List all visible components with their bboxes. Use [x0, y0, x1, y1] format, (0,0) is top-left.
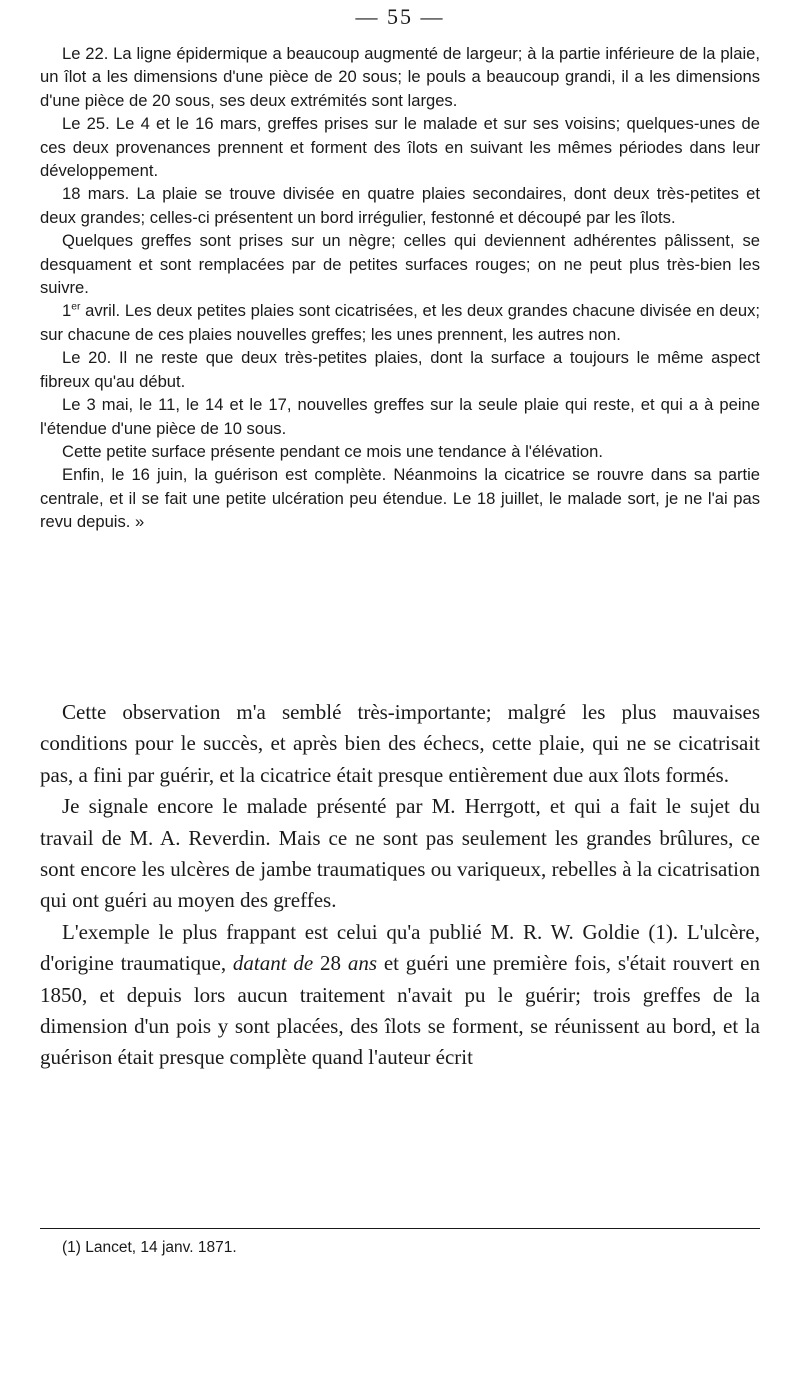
paragraph: Le 3 mai, le 11, le 14 et le 17, nouvelles greffes sur la seule plaie qui reste, et qui a à peine l'étendue d'une pièce de 10 sous. [40, 395, 760, 438]
observation-text [40, 42, 760, 534]
footnote: (1) Lancet, 14 janv. 1871. [62, 1239, 237, 1256]
paragraph: L'exemple le plus frappant est celui qu'a publié M. R. W. Goldie (1). L'ulcère, d'origine traumatique, datant de 28 ans et guéri une première fois, s'était rouvert en 1850, et depuis lors aucun traitement n'avait pu le guérir; trois greffes de la dimension d'un pois y sont placées, des îlots se forment, se réunissent au bord, et la guérison était presque complète quand l'auteur écrit [40, 919, 760, 1070]
footnote-divider [40, 1228, 760, 1229]
paragraph: Cette petite surface présente pendant ce mois une tendance à l'élévation. [62, 441, 603, 461]
paragraph: Le 25. Le 4 et le 16 mars, greffes prises sur le malade et sur ses voisins; quelques-unes de ces deux provenances prennent et forment des îlots en suivant les mêmes périodes dans leur développement. [40, 114, 760, 181]
paragraph: 18 mars. La plaie se trouve divisée en quatre plaies secondaires, dont deux très-petites et deux grandes; celles-ci présentent un bord irrégulier, festonné et découpé par les îlots. [40, 184, 760, 227]
commentary-text [40, 697, 760, 1074]
paragraph: Le 20. Il ne reste que deux très-petites plaies, dont la surface a toujours le même aspect fibreux qu'au début. [40, 348, 760, 391]
paragraph: Cette observation m'a semblé très-importante; malgré les plus mauvaises conditions pour le succès, et après bien des échecs, cette plaie, qui ne se cicatrisait pas, a fini par guérir, et la cicatrice était presque entièrement due aux îlots formés. [40, 700, 760, 787]
paragraph: Quelques greffes sont prises sur un nègre; celles qui deviennent adhérentes pâlissent, se desquament et sont remplacées par de petites surfaces rouges; on ne peut plus très-bien les suivre. [40, 231, 760, 298]
paragraph: 1er avril. Les deux petites plaies sont cicatrisées, et les deux grandes chacune divisée en deux; sur chacune de ces plaies nouvelles greffes; les unes prennent, les autres non. [40, 301, 760, 344]
paragraph: Enfin, le 16 juin, la guérison est complète. Néanmoins la cicatrice se rouvre dans sa partie centrale, et il se fait une petite ulcération peu étendue. Le 18 juillet, le malade sort, je ne l'ai pas revu depuis. » [40, 465, 760, 532]
paragraph: Je signale encore le malade présenté par M. Herrgott, et qui a fait le sujet du travail de M. A. Reverdin. Mais ce ne sont pas seulement les grandes brûlures, ce sont encore les ulcères de jambe traumatiques ou variqueux, rebelles à la cicatrisation qui ont guéri au moyen des greffes. [40, 794, 760, 913]
page-number: — 55 — [355, 4, 445, 29]
paragraph: Le 22. La ligne épidermique a beaucoup augmenté de largeur; à la partie inférieure de la plaie, un îlot a les dimensions d'une pièce de 20 sous; le pouls a beaucoup grandi, il a les dimensions d'une pièce de 20 sous, ses deux extrémités sont larges. [40, 44, 760, 110]
